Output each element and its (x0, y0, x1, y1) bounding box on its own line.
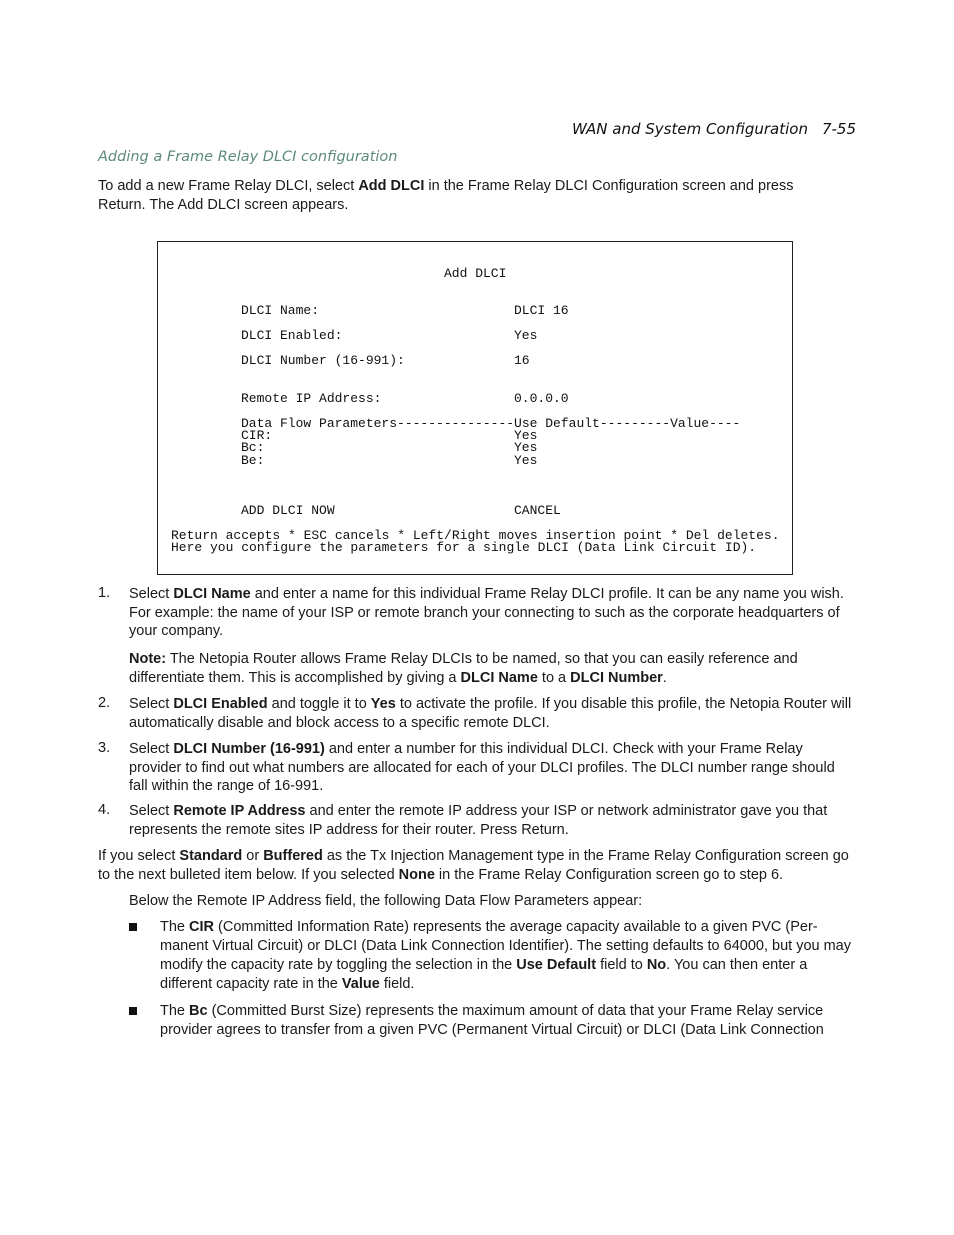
cir-label: CIR: (241, 428, 273, 443)
list-item (129, 918, 854, 994)
para-text: in the Frame Relay Configuration screen go to step 6. (434, 866, 784, 883)
list-item (98, 740, 854, 796)
dlci-name-label: DLCI Name: (241, 303, 320, 318)
step-text-part: and enter the remote IP address your ISP or network administrator gave you that represents the remote sites IP address for their router. Press Return. (129, 803, 828, 838)
bullet-bold: CIR (189, 919, 214, 935)
dlci-name-field[interactable]: DLCI 16 (514, 303, 569, 318)
intro-paragraph (98, 177, 838, 214)
data-flow-header: Data Flow Parameters---------------Use Default---------Value---- (241, 416, 741, 431)
page-number: 7-55 (821, 120, 856, 138)
bullet-text-part: The (160, 1003, 190, 1019)
bullet-text (160, 1002, 854, 1040)
be-label: Be: (241, 453, 265, 468)
bullet-text-part: field to (596, 957, 647, 973)
running-head (572, 120, 856, 138)
bullet-bold: No (646, 957, 667, 973)
intro-text: in the Frame Relay DLCI Configuration screen and press Return. The Add DLCI screen appears. (98, 178, 794, 213)
step-text (129, 695, 854, 732)
step-bold: Yes (370, 696, 396, 712)
note-text: to a (537, 669, 571, 686)
step-text-part: Select (129, 586, 174, 602)
note-text: . (662, 669, 667, 686)
para-text: If you select (98, 848, 180, 864)
dlci-number-label: DLCI Number (16-991): (241, 353, 405, 368)
dlci-enabled-label: DLCI Enabled: (241, 328, 343, 343)
bullet-text-part: (Committed Information Rate) represents the average capacity available to a given PVC (Per-manent Virtual Circuit) or DLCI (Data Link Connection Identifier). The setting defaults to 64000, but you may modify the capacity rate by toggling the selection in the (160, 919, 851, 973)
cancel-button[interactable]: CANCEL (514, 503, 561, 518)
bullet-text (160, 918, 854, 994)
bc-use-default-toggle[interactable]: Yes (514, 440, 538, 455)
bullet-bold: Use Default (516, 957, 597, 973)
step-text-part: and enter a number for this individual DLCI. Check with your Frame Relay provider to find out what numbers are allocated for each of your DLCI profiles. The DLCI number range should fall within the range of 16-991. (129, 741, 835, 794)
step-number: 3. (98, 740, 111, 756)
step-bold: DLCI Name (173, 586, 251, 602)
step-bold: Remote IP Address (173, 803, 306, 819)
add-dlci-now-button[interactable]: ADD DLCI NOW (241, 503, 335, 518)
para-bold: Standard (179, 848, 243, 864)
section-title: Adding a Frame Relay DLCI configuration (98, 149, 398, 165)
bullet-icon (129, 1007, 137, 1015)
step-text (129, 740, 854, 796)
cir-use-default-toggle[interactable]: Yes (514, 428, 538, 443)
step-bold: DLCI Enabled (173, 696, 268, 712)
bullet-text-part: The (160, 919, 190, 935)
list-item (98, 585, 854, 641)
step-text-part: and enter a name for this individual Frame Relay DLCI profile. It can be any name you wish. For example: the name of your ISP or remote branch your connecting to such as the corporate headquarters of your company. (129, 586, 844, 639)
step-text (129, 802, 854, 839)
bullet-text-part: (Committed Burst Size) represents the maximum amount of data that your Frame Relay service provider agrees to transfer from a given PVC (Permanent Virtual Circuit) or DLCI (Data Link Connection (160, 1003, 824, 1038)
help-line-1: Return accepts * ESC cancels * Left/Right moves insertion point * Del deletes. (171, 528, 780, 543)
bullet-text-part: . You can then enter a different capacity rate in the (160, 957, 808, 992)
step-number: 4. (98, 802, 111, 818)
intro-text: To add a new Frame Relay DLCI, select (98, 178, 359, 194)
add-dlci-screen (157, 241, 793, 575)
step-text-part: Select (129, 803, 174, 819)
para-text: or (242, 848, 264, 864)
note-label: Note: (129, 651, 167, 667)
data-flow-intro: Below the Remote IP Address field, the following Data Flow Parameters appear: (129, 893, 643, 909)
para-bold: Buffered (263, 848, 323, 864)
bullet-icon (129, 923, 137, 931)
step-number: 2. (98, 695, 111, 711)
intro-bold: Add DLCI (358, 178, 425, 194)
step-text-part: to activate the profile. If you disable this profile, the Netopia Router will automatically disable and block access to a specific remote DLCI. (129, 696, 852, 731)
step-bold: DLCI Number (16-991) (173, 741, 325, 757)
step-text-part: and toggle it to (267, 696, 371, 712)
list-item (98, 802, 854, 839)
bullet-bold: Value (341, 976, 380, 992)
note-bold: DLCI Name (460, 669, 538, 686)
running-title: WAN and System Configuration (571, 120, 808, 138)
list-item (98, 695, 854, 732)
tx-injection-paragraph (98, 847, 858, 884)
step-text-part: Select (129, 741, 174, 757)
be-use-default-toggle[interactable]: Yes (514, 453, 538, 468)
note-text: The Netopia Router allows Frame Relay DLCIs to be named, so that you can easily reference and differentiate them. This is accomplished by giving a (129, 651, 798, 686)
help-line-2: Here you configure the parameters for a single DLCI (Data Link Circuit ID). (171, 540, 757, 555)
step-number: 1. (98, 585, 111, 601)
bullet-bold: Bc (189, 1003, 208, 1019)
bullet-text-part: field. (379, 976, 415, 992)
list-item (129, 1002, 854, 1040)
remote-ip-field[interactable]: 0.0.0.0 (514, 391, 569, 406)
bc-label: Bc: (241, 440, 265, 455)
remote-ip-label: Remote IP Address: (241, 391, 382, 406)
note-paragraph (129, 650, 854, 687)
note-bold: DLCI Number (570, 669, 663, 686)
dlci-number-field[interactable]: 16 (514, 353, 530, 368)
para-text: as the Tx Injection Management type in the Frame Relay Configuration screen go to the next bulleted item below. If you selected (98, 848, 849, 883)
screen-title: Add DLCI (444, 266, 507, 281)
step-text-part: Select (129, 696, 174, 712)
dlci-enabled-toggle[interactable]: Yes (514, 328, 538, 343)
para-bold: None (398, 866, 435, 883)
step-text (129, 585, 854, 641)
